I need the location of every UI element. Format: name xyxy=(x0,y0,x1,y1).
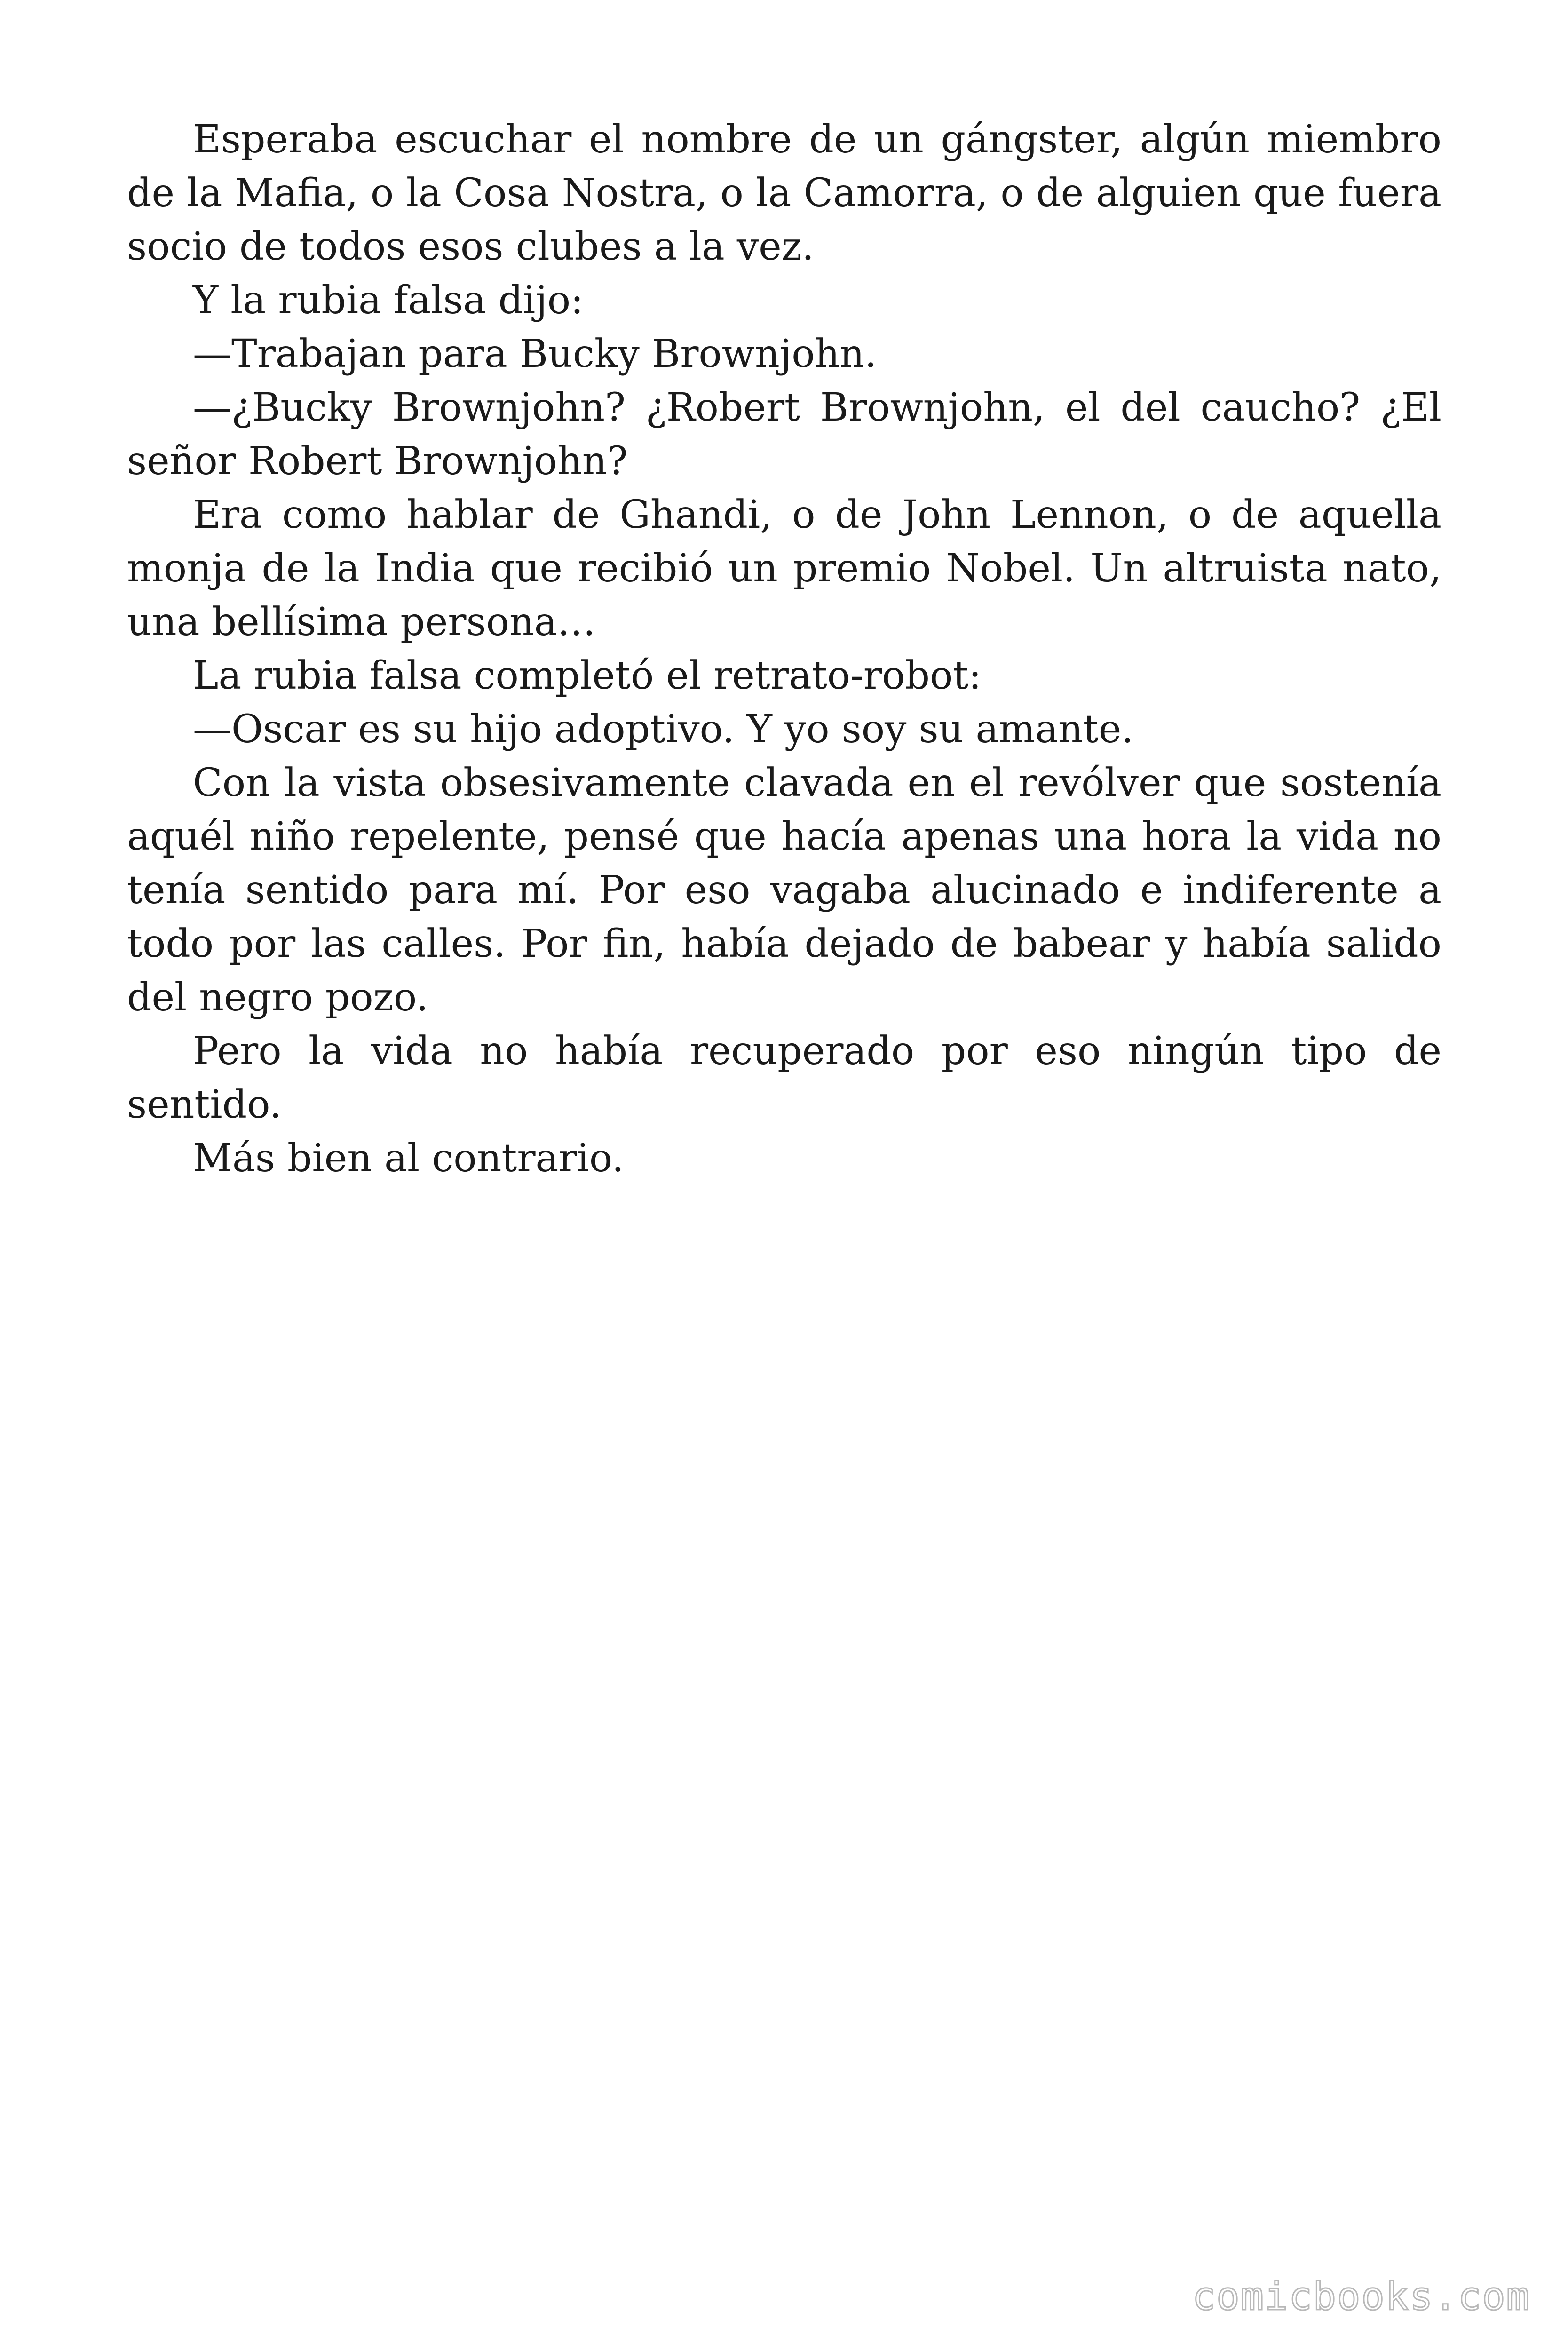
paragraph: —Trabajan para Bucky Brownjohn. xyxy=(193,332,877,376)
watermark: comicbooks.com xyxy=(1192,2274,1530,2319)
page-text xyxy=(127,113,1441,1185)
paragraph: Y la rubia falsa dijo: xyxy=(193,278,584,323)
paragraph: Con la vista obsesivamente clavada en el revólver que sostenía aquél niño repelente, pensé que hacía apenas una hora la vida no tenía sentido para mí. Por eso vagaba alucinado e indiferente a todo por las calles. Por fin, había dejado de babear y había salido del negro pozo. xyxy=(127,761,1441,1020)
paragraph: Más bien al contrario. xyxy=(193,1136,624,1181)
paragraph: —Oscar es su hijo adoptivo. Y yo soy su amante. xyxy=(193,707,1134,752)
paragraph: Esperaba escuchar el nombre de un gángster, algún miembro de la Mafia, o la Cosa Nostra, o la Camorra, o de alguien que fuera socio de todos esos clubes a la vez. xyxy=(127,117,1441,269)
paragraph: —¿Bucky Brownjohn? ¿Robert Brownjohn, el del caucho? ¿El señor Robert Brownjohn? xyxy=(127,385,1441,484)
paragraph: Era como hablar de Ghandi, o de John Lennon, o de aquella monja de la India que recibió un premio Nobel. Un altruista nato, una bellísima persona… xyxy=(127,493,1441,644)
paragraph: Pero la vida no había recuperado por eso ningún tipo de sentido. xyxy=(127,1029,1441,1127)
paragraph: La rubia falsa completó el retrato-robot: xyxy=(193,653,982,698)
